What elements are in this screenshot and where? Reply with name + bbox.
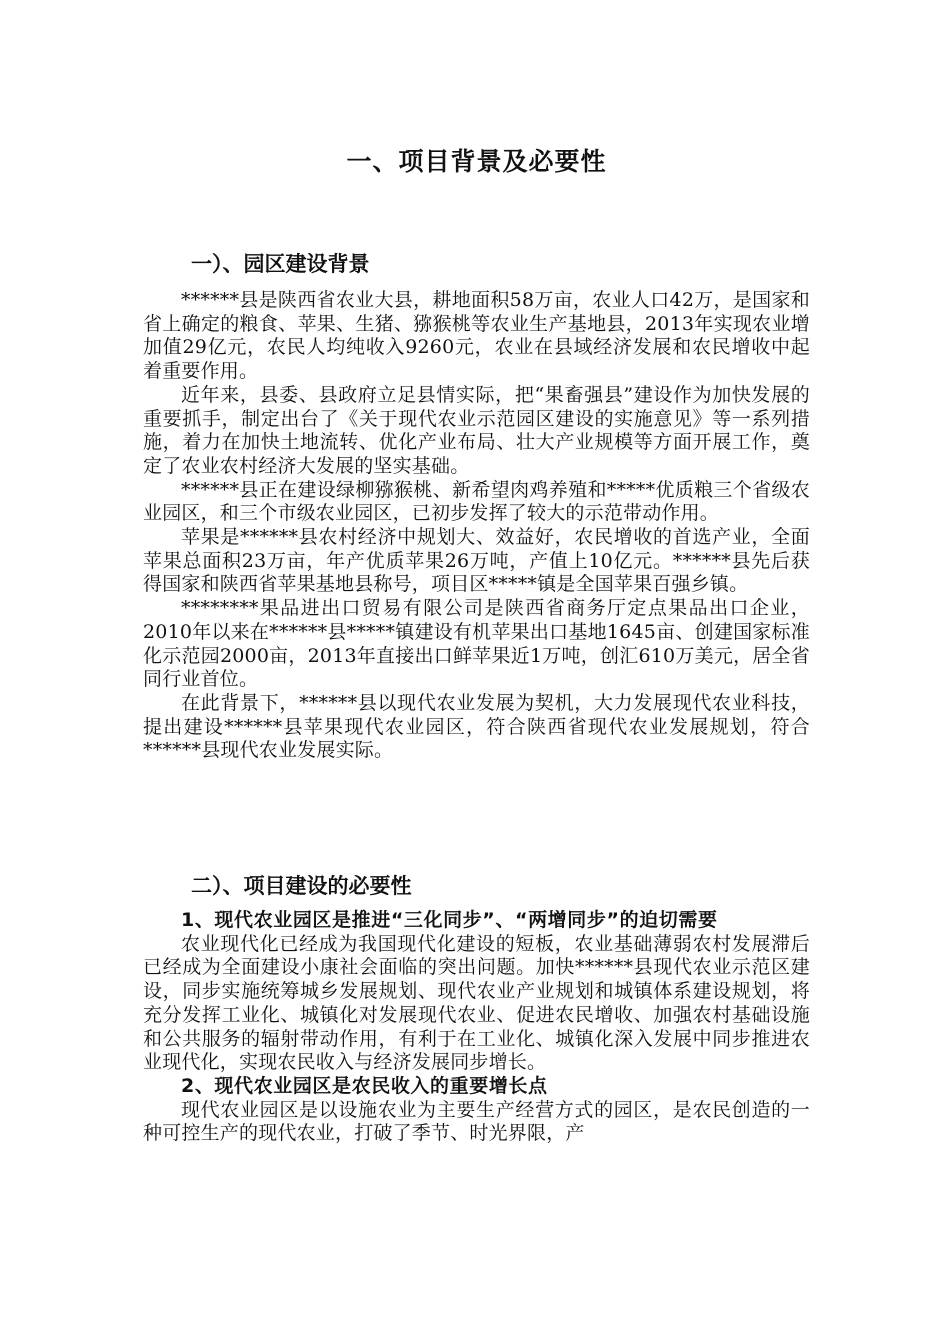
- paragraph: 苹果是******县农村经济中规划大、效益好，农民增收的首选产业，全面苹果总面积23万亩，年产优质苹果26万吨，产值上10亿元。******县先后获得国家和陕西省苹果基地县称号，项目区*****镇是全国苹果百强乡镇。: [143, 526, 810, 596]
- subsection-heading: 2、现代农业园区是农民收入的重要增长点: [181, 1074, 548, 1097]
- paragraph: 现代农业园区是以设施农业为主要生产经营方式的园区，是农民创造的一种可控生产的现代农业，打破了季节、时光界限，产: [143, 1098, 810, 1145]
- subsection-heading: 1、现代农业园区是推进“三化同步”、“两增同步”的迫切需要: [181, 909, 718, 931]
- section-heading-necessity: 二）、项目建设的必要性: [191, 874, 412, 898]
- paragraph: ******县是陕西省农业大县，耕地面积58万亩，农业人口42万，是国家和省上确定的粮食、苹果、生猪、猕猴桃等农业生产基地县，2013年实现农业增加值29亿元，农民人均纯收入9260元，农业在县域经济发展和农民增收中起着重要作用。: [143, 289, 810, 383]
- section-necessity-body: [143, 909, 810, 1146]
- paragraph: 农业现代化已经成为我国现代化建设的短板，农业基础薄弱农村发展滞后已经成为全面建设小康社会面临的突出问题。加快******县现代农业示范区建设，同步实施统筹城乡发展规划、现代农业产业规划和城镇体系建设规划，将充分发挥工业化、城镇化对发展现代农业、促进农民增收、加强农村基础设施和公共服务的辐射带动作用，有利于在工业化、城镇化深入发展中同步推进农业现代化，实现农民收入与经济发展同步增长。: [143, 932, 810, 1074]
- section-background-body: [143, 289, 810, 763]
- paragraph: 近年来，县委、县政府立足县情实际，把“果畜强县”建设作为加快发展的重要抓手，制定出台了《关于现代农业示范园区建设的实施意见》等一系列措施，着力在加快土地流转、优化产业布局、壮大产业规模等方面开展工作，奠定了农业农村经济大发展的坚实基础。: [143, 383, 810, 477]
- section-heading-background: 一）、园区建设背景: [191, 252, 370, 276]
- paragraph: ******县正在建设绿柳猕猴桃、新希望肉鸡养殖和*****优质粮三个省级农业园区，和三个市级农业园区，已初步发挥了较大的示范带动作用。: [143, 478, 810, 525]
- paragraph: ********果品进出口贸易有限公司是陕西省商务厅定点果品出口企业，2010年以来在******县*****镇建设有机苹果出口基地1645亩、创建国家标准化示范园2000亩，2013年直接出口鲜苹果近1万吨，创汇610万美元，居全省同行业首位。: [143, 597, 810, 691]
- paragraph: 在此背景下，******县以现代农业发展为契机，大力发展现代农业科技，提出建设******县苹果现代农业园区，符合陕西省现代农业发展规划，符合******县现代农业发展实际。: [143, 691, 810, 762]
- page-title: 一、项目背景及必要性: [346, 147, 607, 176]
